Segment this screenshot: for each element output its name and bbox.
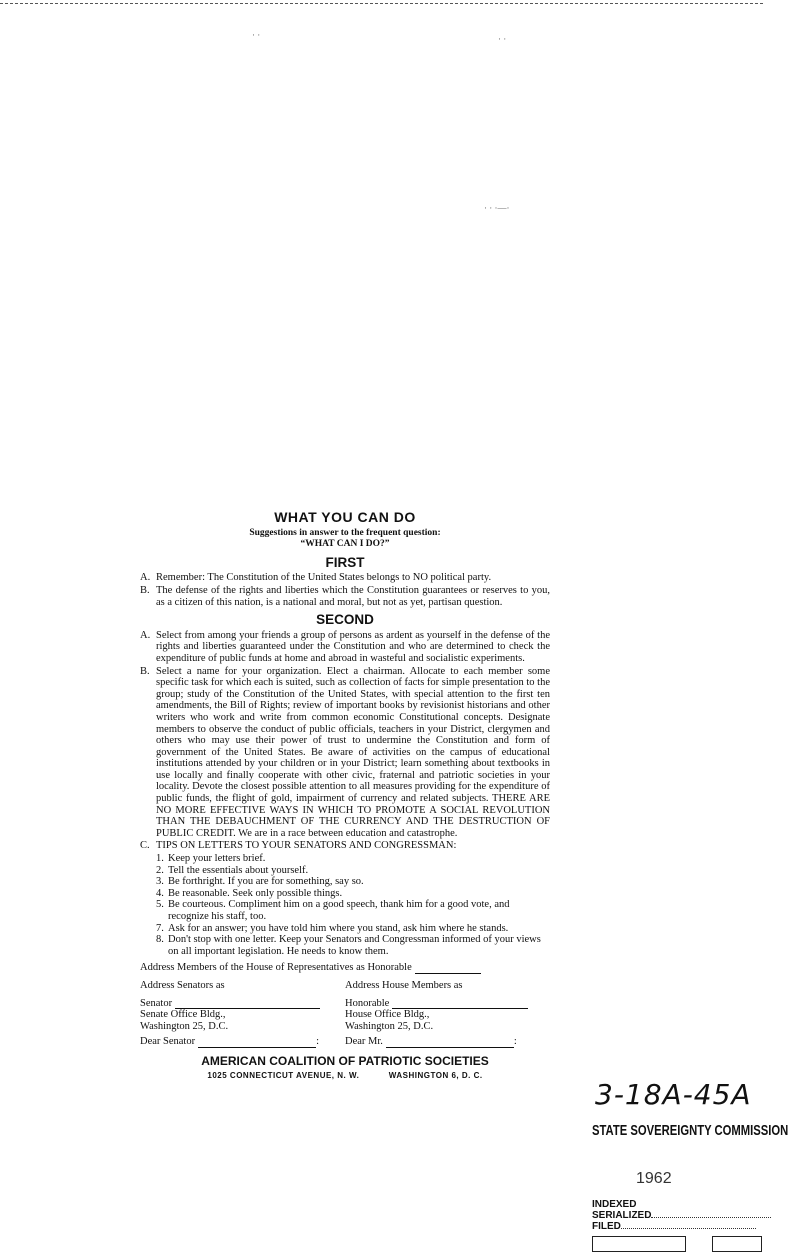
tip-text: Keep your letters brief. xyxy=(168,853,266,865)
file-number-stamp: 3-18A-45A xyxy=(595,1078,752,1111)
tip-text: Tell the essentials about yourself. xyxy=(168,864,309,876)
house-city: Washington 25, D.C. xyxy=(345,1020,434,1032)
tip-text: Be reasonable. Seek only possible things. xyxy=(168,887,343,899)
house-office: House Office Bldg., xyxy=(345,1009,430,1021)
senator-office: Senate Office Bldg., xyxy=(140,1009,226,1021)
salutation-label: Dear Mr. xyxy=(345,1036,383,1048)
org-street: 1025 CONNECTICUT AVENUE, N. W. xyxy=(207,1070,360,1080)
blank-line xyxy=(198,1038,316,1048)
item-text: Select from among your friends a group of persons as ardent as yourself in the defense of the rights and liberties guaranteed under the Constitution and who are determined to check the expenditure of public funds at home and abroad in wasteful and socialistic experiments. xyxy=(156,629,550,664)
second-item-a xyxy=(140,630,550,665)
tip-text: Be forthright. If you are for something, say so. xyxy=(168,876,364,888)
senator-address-block xyxy=(140,980,345,1048)
date-stamp: 1962 xyxy=(636,1170,672,1187)
document-question: “WHAT CAN I DO?” xyxy=(300,539,390,550)
tip-number: 8. xyxy=(156,934,164,946)
filed-label: FILED xyxy=(592,1221,621,1232)
house-salutation-line xyxy=(345,1036,550,1048)
tip-text: Don't stop with one letter. Keep your Senators and Congressman informed of your views on all important legislation. He needs to know them. xyxy=(168,934,541,957)
list-item xyxy=(156,888,550,900)
list-item xyxy=(156,876,550,888)
document-title: WHAT YOU CAN DO xyxy=(274,509,416,525)
blank-line xyxy=(392,999,528,1009)
house-address-block xyxy=(345,980,550,1048)
house-heading: Address House Members as xyxy=(345,979,463,991)
section-second-heading: SECOND xyxy=(316,612,374,628)
scan-speck: · · xyxy=(498,34,507,44)
filing-box xyxy=(592,1236,686,1252)
indexed-line xyxy=(592,1200,771,1210)
item-label: C. xyxy=(140,840,150,852)
document-subtitle: Suggestions in answer to the frequent question: xyxy=(249,527,441,538)
item-label: A. xyxy=(140,629,151,641)
indexed-label: INDEXED xyxy=(592,1199,637,1210)
house-name-line xyxy=(345,998,550,1010)
salutation-colon: : xyxy=(513,1036,517,1048)
top-dashed-edge xyxy=(0,3,763,4)
item-label: A. xyxy=(140,572,151,584)
item-text: Remember: The Constitution of the United States belongs to NO political party. xyxy=(156,572,492,584)
tip-number: 4. xyxy=(156,887,164,899)
senator-name-line xyxy=(140,998,345,1010)
honorable-label: Honorable xyxy=(345,997,390,1009)
commission-stamp: STATE SOVEREIGNTY COMMISSION xyxy=(592,1122,788,1139)
tip-text: Ask for an answer; you have told him where you stand, ask him where he stands. xyxy=(168,922,509,934)
list-item xyxy=(156,865,550,877)
salutation-colon: : xyxy=(316,1036,320,1048)
senator-label: Senator xyxy=(140,997,173,1009)
tips-heading: TIPS ON LETTERS TO YOUR SENATORS AND CONGRESSMAN: xyxy=(156,840,457,852)
house-address-line xyxy=(140,962,550,974)
item-text: The defense of the rights and liberties which the Constitution guarantees or reserves to you, as a citizen of this nation, is a national and moral, but not as yet, partisan question. xyxy=(156,584,550,608)
tip-number: 2. xyxy=(156,864,164,876)
list-item xyxy=(156,899,550,922)
first-item-b xyxy=(140,585,550,608)
org-city: WASHINGTON 6, D. C. xyxy=(388,1070,483,1080)
salutation-label: Dear Senator xyxy=(140,1036,196,1048)
scan-speck: · · ·—· xyxy=(484,203,510,213)
tips-list xyxy=(156,853,550,957)
house-address-text: Address Members of the House of Representatives as Honorable xyxy=(140,962,412,974)
scan-speck: · · xyxy=(252,30,261,40)
dotted-line xyxy=(651,1210,771,1218)
tip-text: Be courteous. Compliment him on a good speech, thank him for a good vote, and recognize his staff, too. xyxy=(168,899,510,922)
list-item xyxy=(156,923,550,935)
second-item-c xyxy=(140,840,550,852)
tip-number: 5. xyxy=(156,899,164,911)
blank-line xyxy=(415,964,481,974)
item-label: B. xyxy=(140,665,150,677)
list-item xyxy=(156,853,550,865)
organization-name: AMERICAN COALITION OF PATRIOTIC SOCIETIES xyxy=(201,1053,489,1068)
organization-address xyxy=(140,1070,550,1082)
filing-box xyxy=(712,1236,762,1252)
serialized-label: SERIALIZED xyxy=(592,1210,652,1221)
tip-number: 1. xyxy=(156,853,164,865)
dotted-line xyxy=(621,1221,756,1229)
filed-line xyxy=(592,1221,771,1232)
blank-line xyxy=(175,999,320,1009)
filing-stamp xyxy=(592,1200,771,1232)
first-item-a xyxy=(140,572,550,584)
senator-salutation-line xyxy=(140,1036,345,1048)
item-label: B. xyxy=(140,584,150,596)
senator-heading: Address Senators as xyxy=(140,979,225,991)
serialized-line xyxy=(592,1210,771,1221)
second-item-b xyxy=(140,666,550,840)
tip-number: 7. xyxy=(156,922,164,934)
tip-number: 3. xyxy=(156,876,164,888)
document-body xyxy=(140,509,550,1081)
item-text: Select a name for your organization. Elect a chairman. Allocate to each member some specific task for which each is suited, such as collection of facts for simple presentation to the group; study of the Constitution of the United States, with special attention to the first ten amendments, the Bill of Rights; review of important books by revisionist historians and other writers who work and write from common economic Constitutional concepts. Designate members to observe the conduct of public officials, teachers in your District, clergymen and others who may use their power of trust to undermine the Constitution and form of government of the United States. Be aware of activities on the campus of educational institutions attended by your children or in your District; learn something about textbooks in use locally and finally cooperate with other civic, fraternal and patriotic societies in your locality. Devote the closest possible attention to all measures providing for the expenditure of public funds, the flight of gold, impairment of currency and related subjects. THERE ARE NO MORE EFFECTIVE WAYS IN WHICH TO PROMOTE A SOCIAL REVOLUTION THAN THE DEBAUCHMENT OF THE CURRENCY AND THE DESTRUCTION OF PUBLIC CREDIT. We are in a race between education and catastrophe. xyxy=(156,665,550,839)
list-item xyxy=(156,934,550,957)
section-first-heading: FIRST xyxy=(325,554,365,570)
blank-line xyxy=(386,1038,514,1048)
address-columns xyxy=(140,980,550,1048)
senator-city: Washington 25, D.C. xyxy=(140,1020,229,1032)
